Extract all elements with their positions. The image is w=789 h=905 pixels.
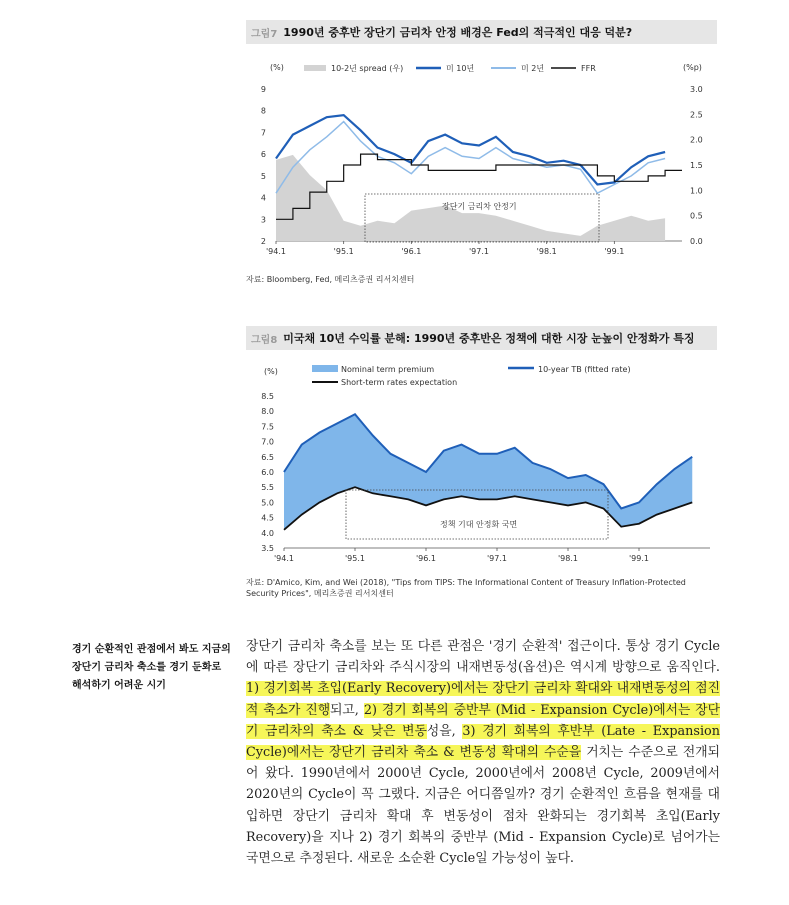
legend-t10: 미 10년: [446, 64, 475, 73]
figure-7-chart: [246, 56, 720, 266]
y-tick-left: 3: [260, 215, 266, 225]
x-tick-label: '99.1: [628, 554, 650, 563]
body-paragraph: [246, 636, 720, 869]
figure-8-number: 그림8: [251, 334, 278, 346]
figure-7-source: 자료: Bloomberg, Fed, 메리츠증권 리서치센터: [246, 275, 415, 284]
y-tick-left: 5: [260, 171, 266, 181]
spread-area: [276, 155, 665, 241]
y-tick: 5.5: [261, 483, 274, 493]
y-tick-right: 0.0: [690, 237, 703, 246]
highlight-2: 2) 경기 회복의 중반부 (Mid - Expansion Cycle)에서는 장단기 금리차의 축소 & 낮은 변동: [246, 702, 720, 739]
y-tick: 5.0: [261, 498, 274, 508]
y-tick-left: 9: [260, 85, 266, 94]
figure-8-source-line-1: 자료: D'Amico, Kim, and Wei (2018), "Tips from TIPS: The Informational Content of Treasury Inflation-Protected: [246, 578, 686, 587]
y-tick-left: 8: [260, 106, 266, 116]
stable-period-label: 장단기 금리차 안정기: [442, 202, 517, 211]
highlight-1: 1) 경기회복 초입(Early Recovery)에서는 장단기 금리차 확대와 내재변동성의 점진적 축소가 진행: [246, 681, 720, 718]
y-tick-right: 1.0: [690, 186, 703, 196]
legend-expectation: Short-term rates expectation: [341, 378, 458, 387]
y-tick-right: 0.5: [690, 211, 703, 221]
body-text-2: 되고,: [330, 702, 364, 718]
y-tick: 6.0: [261, 468, 274, 477]
x-tick-label: '97.1: [486, 554, 508, 563]
figure-7-title: 1990년 중후반 장단기 금리차 안정 배경은 Fed의 적극적인 대응 덕분?: [283, 26, 633, 39]
figure-8-source-line-2: Security Prices", 메리츠증권 리서치센터: [246, 589, 394, 598]
y-tick-right: 2.5: [690, 110, 703, 120]
x-tick-label: '98.1: [557, 554, 579, 563]
legend-swatch-spread: [304, 65, 326, 71]
unit-label: (%): [264, 367, 278, 376]
legend-swatch-premium: [312, 365, 338, 372]
x-tick-label: '95.1: [344, 554, 366, 563]
legend-t2: 미 2년: [521, 64, 545, 73]
figure-8-chart: [246, 358, 720, 572]
legend-spread: 10-2년 spread (우): [331, 64, 404, 73]
y-tick: 7.5: [261, 422, 274, 432]
x-tick-label: '95.1: [333, 247, 354, 256]
left-unit-label: (%): [270, 63, 284, 72]
figure-8-source: [246, 577, 686, 599]
legend-premium: Nominal term premium: [341, 365, 435, 374]
legend-ffr: FFR: [581, 64, 596, 73]
y-tick: 6.5: [261, 452, 274, 462]
body-text-1: 장단기 금리차 축소를 보는 또 다른 관점은 '경기 순환적' 접근이다. 통상 경기 Cycle에 따른 장단기 금리차와 주식시장의 내재변동성(옵션)은 역시계 방향으로 움직인다.: [246, 639, 720, 676]
x-tick-label: '94.1: [273, 554, 295, 563]
y-tick-right: 2.0: [690, 135, 703, 145]
x-tick-label: '98.1: [536, 247, 557, 256]
x-tick-label: '96.1: [401, 247, 422, 256]
body-text-4: 거치는 수준으로 전개되어 왔다. 1990년에서 2000년 Cycle, 2000년에서 2008년 Cycle, 2009년에서 2020년의 Cycle이 꼭 그랬다. 지금은 어디쯤일까? 경기 순환적인 흐름을 현재를 대입하면 장단기 금리차 확대 후 변동성이 점차 완화되는 경기회복 초입(Early Recovery)을 지나 2) 경기 회복의 중반부 (Mid - Expansion Cycle)로 넘어가는 국면으로 추정된다. 새로운 소순환 Cycle일 가능성이 높다.: [246, 745, 720, 867]
y-tick: 4.5: [261, 513, 274, 523]
y-tick: 3.5: [261, 544, 274, 553]
side-note: 경기 순환적인 관점에서 봐도 지금의 장단기 금리차 축소를 경기 둔화로 해석하기 어려운 시기: [72, 644, 231, 691]
y-tick-left: 7: [260, 128, 266, 138]
figure-7-header: [246, 20, 717, 44]
y-tick: 4.0: [261, 528, 274, 538]
y-tick-right: 1.5: [690, 161, 703, 170]
body-text-3: 성을,: [426, 723, 463, 739]
x-tick-label: '99.1: [604, 247, 625, 256]
policy-stable-label: 정책 기대 안정화 국면: [440, 520, 518, 529]
legend-fitted: 10-year TB (fitted rate): [538, 365, 631, 374]
term-premium-area: [284, 414, 692, 530]
y-tick: 8.0: [261, 407, 274, 417]
y-tick-left: 2: [260, 237, 266, 246]
y-tick: 8.5: [261, 392, 274, 401]
figure-7-number: 그림7: [251, 28, 278, 40]
figure-8-header: [246, 326, 717, 350]
y-tick: 7.0: [261, 437, 274, 447]
x-tick-label: '94.1: [265, 247, 287, 256]
x-tick-label: '97.1: [468, 247, 490, 256]
y-tick-right: 3.0: [690, 85, 703, 94]
y-tick-left: 6: [260, 150, 266, 160]
y-tick-left: 4: [260, 193, 266, 203]
figure-8-title: 미국채 10년 수익률 분해: 1990년 중후반은 정책에 대한 시장 눈높이 안정화가 특징: [283, 332, 695, 345]
right-unit-label: (%p): [683, 63, 702, 72]
x-tick-label: '96.1: [415, 554, 437, 563]
t10-line: [276, 115, 665, 184]
highlight-3: 3) 경기 회복의 후반부 (Late - Expansion Cycle)에서는 장단기 금리차 축소 & 변동성 확대의 수순을: [246, 723, 720, 761]
